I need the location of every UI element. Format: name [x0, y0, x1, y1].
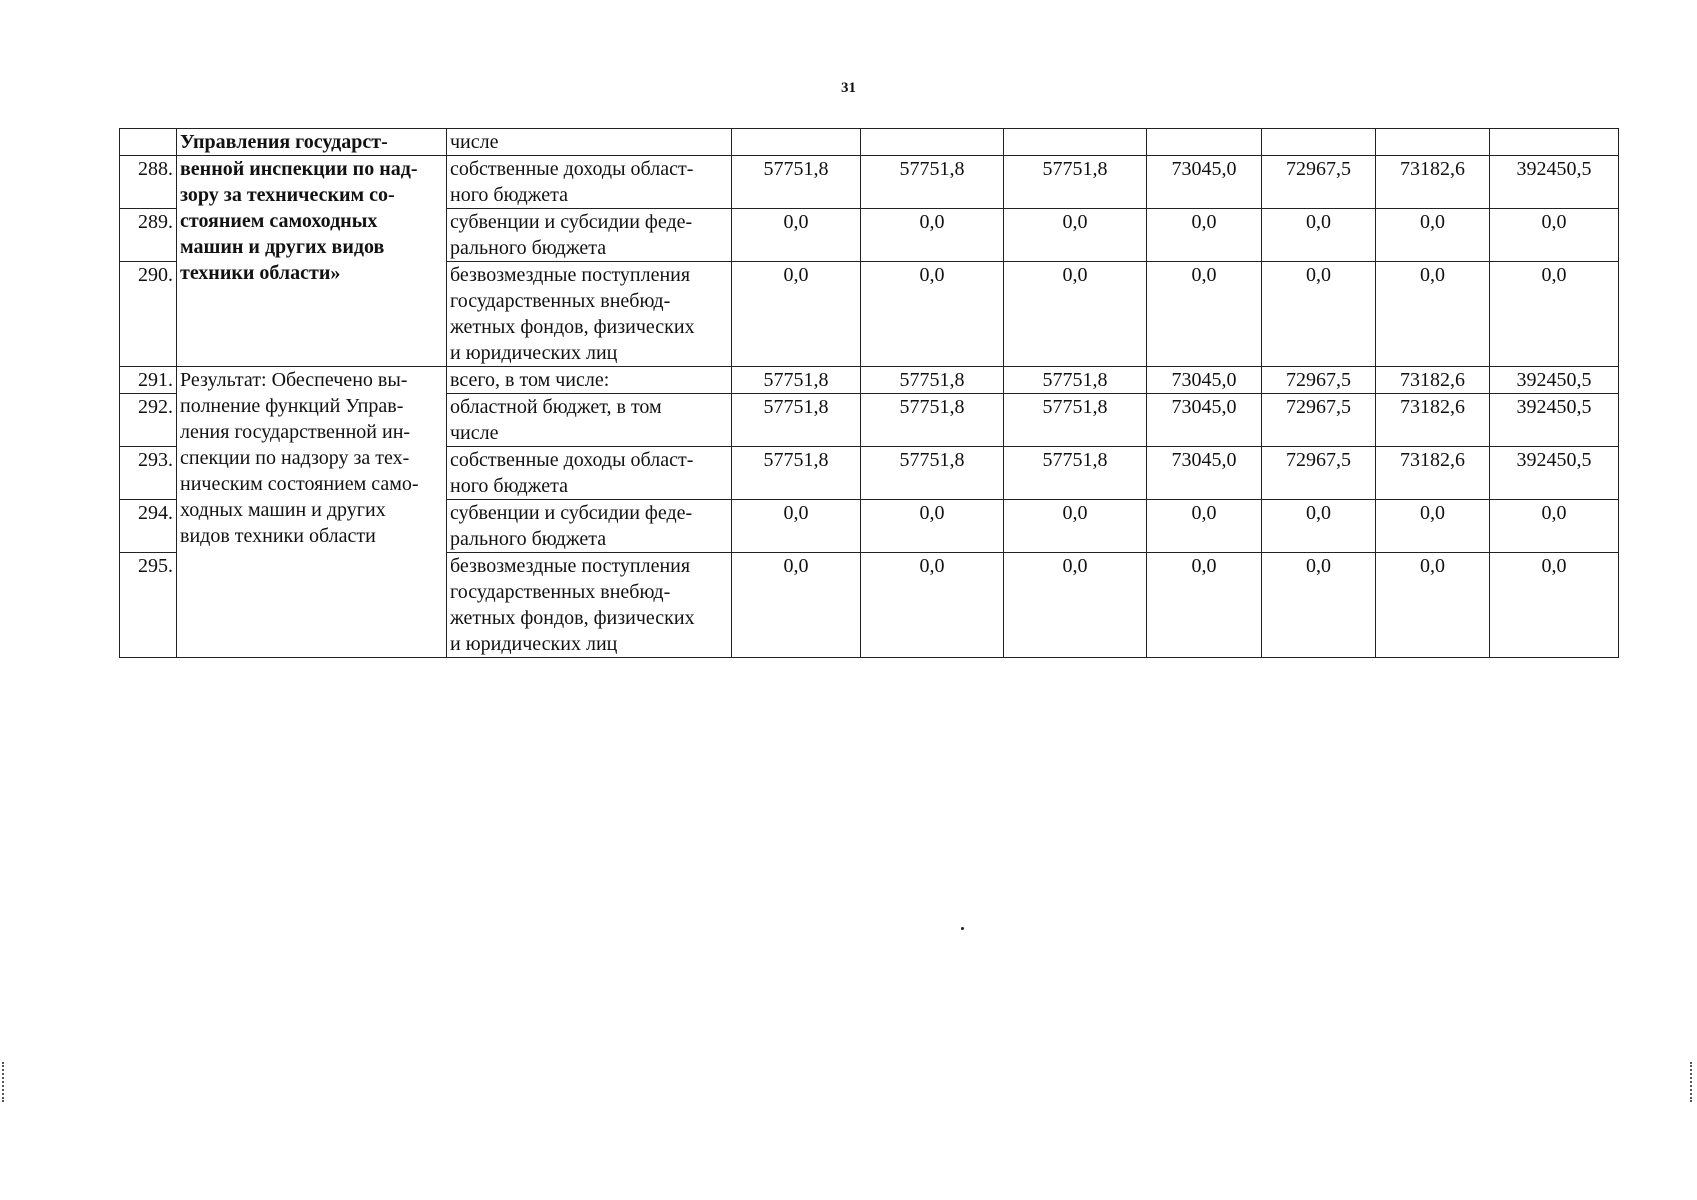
text-line: техники области» — [180, 262, 341, 284]
page-number: 31 — [841, 80, 856, 96]
row-number: 289. — [120, 209, 177, 262]
value-cell: 0,0 — [861, 500, 1004, 553]
value-cell: 0,0 — [861, 262, 1004, 367]
value-cell: 72967,5 — [1262, 367, 1376, 394]
value-cell: 57751,8 — [1004, 367, 1147, 394]
value-cell: 73182,6 — [1376, 447, 1490, 500]
text-line: венной инспекции по над- — [180, 158, 418, 180]
value-cell: 0,0 — [861, 209, 1004, 262]
text-line: ления государственной ин- — [180, 421, 411, 443]
text-line: стоянием самоходных — [180, 210, 378, 232]
row-number: 288. — [120, 156, 177, 209]
funding-source — [447, 209, 732, 262]
value-cell: 73045,0 — [1147, 156, 1262, 209]
row-number: 292. — [120, 394, 177, 447]
text-line: субвенции и субсидии феде- — [450, 211, 693, 233]
text-line: числе — [450, 131, 499, 153]
value-cell: 73182,6 — [1376, 367, 1490, 394]
text-line: полнение функций Управ- — [180, 395, 404, 417]
text-line: и юридических лиц — [450, 342, 618, 364]
text-line: государственных внебюд- — [450, 581, 671, 603]
value-cell: 0,0 — [1262, 500, 1376, 553]
text-line: областной бюджет, в том — [450, 396, 662, 418]
value-cell: 57751,8 — [1004, 156, 1147, 209]
value-cell: 57751,8 — [861, 156, 1004, 209]
value-cell: 392450,5 — [1490, 394, 1619, 447]
value-cell — [1262, 129, 1376, 156]
value-cell — [732, 129, 861, 156]
value-cell: 57751,8 — [861, 394, 1004, 447]
value-cell — [1004, 129, 1147, 156]
budget-table — [119, 128, 1619, 658]
value-cell: 392450,5 — [1490, 156, 1619, 209]
value-cell — [1147, 129, 1262, 156]
text-line: видов техники области — [180, 525, 376, 547]
funding-source — [447, 262, 732, 367]
text-line: жетных фондов, физических — [450, 607, 695, 629]
value-cell: 73045,0 — [1147, 367, 1262, 394]
funding-source — [447, 367, 732, 394]
row-number: 291. — [120, 367, 177, 394]
value-cell: 0,0 — [1490, 553, 1619, 658]
value-cell: 0,0 — [1147, 500, 1262, 553]
value-cell: 73182,6 — [1376, 394, 1490, 447]
value-cell: 0,0 — [1490, 500, 1619, 553]
text-line: спекции по надзору за тех- — [180, 447, 410, 469]
table-row — [120, 367, 1619, 394]
funding-source — [447, 500, 732, 553]
value-cell: 0,0 — [1490, 262, 1619, 367]
value-cell: 72967,5 — [1262, 394, 1376, 447]
row-number: 293. — [120, 447, 177, 500]
text-line: жетных фондов, физических — [450, 316, 695, 338]
value-cell: 0,0 — [1147, 262, 1262, 367]
value-cell: 0,0 — [1376, 262, 1490, 367]
value-cell: 57751,8 — [732, 156, 861, 209]
value-cell: 57751,8 — [861, 367, 1004, 394]
value-cell: 0,0 — [1262, 553, 1376, 658]
text-line: ного бюджета — [450, 184, 568, 206]
funding-source — [447, 156, 732, 209]
row-number-cell — [120, 129, 177, 156]
right-binding-marks — [1690, 1062, 1695, 1102]
left-binding-marks — [2, 1062, 7, 1102]
value-cell — [1490, 129, 1619, 156]
value-cell: 57751,8 — [1004, 447, 1147, 500]
text-line: рального бюджета — [450, 528, 607, 550]
value-cell: 0,0 — [732, 209, 861, 262]
text-line: всего, в том числе: — [450, 369, 610, 391]
text-line: ходных машин и других — [180, 499, 386, 521]
value-cell: 73182,6 — [1376, 156, 1490, 209]
value-cell: 72967,5 — [1262, 447, 1376, 500]
value-cell: 392450,5 — [1490, 367, 1619, 394]
table-row-continuation — [120, 129, 1619, 156]
text-line: безвозмездные поступления — [450, 264, 691, 286]
funding-source — [447, 447, 732, 500]
value-cell: 0,0 — [861, 553, 1004, 658]
text-line: собственные доходы област- — [450, 158, 694, 180]
value-cell: 57751,8 — [1004, 394, 1147, 447]
table-row — [120, 156, 1619, 209]
value-cell: 0,0 — [1147, 553, 1262, 658]
value-cell: 0,0 — [1004, 553, 1147, 658]
value-cell: 57751,8 — [732, 447, 861, 500]
value-cell: 57751,8 — [732, 367, 861, 394]
scan-speck — [961, 927, 964, 930]
indicator-name-cell — [177, 367, 447, 658]
text-line: и юридических лиц — [450, 633, 618, 655]
indicator-name-cell — [177, 156, 447, 367]
text-line: числе — [450, 422, 499, 444]
text-line: машин и других видов — [180, 236, 385, 258]
value-cell: 73045,0 — [1147, 447, 1262, 500]
text-line: собственные доходы област- — [450, 449, 694, 471]
value-cell: 0,0 — [1262, 262, 1376, 367]
value-cell: 72967,5 — [1262, 156, 1376, 209]
value-cell: 0,0 — [1147, 209, 1262, 262]
text-line: Результат: Обеспечено вы- — [180, 369, 408, 391]
text-line: ного бюджета — [450, 475, 568, 497]
funding-source — [447, 553, 732, 658]
text-line: зору за техническим со- — [180, 184, 395, 206]
source-cell — [447, 129, 732, 156]
value-cell: 57751,8 — [861, 447, 1004, 500]
text-line: рального бюджета — [450, 237, 607, 259]
row-number: 295. — [120, 553, 177, 658]
value-cell: 0,0 — [1376, 209, 1490, 262]
text-line: Управления государст- — [180, 131, 388, 153]
value-cell: 57751,8 — [732, 394, 861, 447]
value-cell: 0,0 — [1376, 500, 1490, 553]
name-cell — [177, 129, 447, 156]
value-cell — [1376, 129, 1490, 156]
value-cell: 0,0 — [732, 553, 861, 658]
value-cell: 73045,0 — [1147, 394, 1262, 447]
value-cell: 0,0 — [1004, 500, 1147, 553]
funding-source — [447, 394, 732, 447]
value-cell: 0,0 — [1376, 553, 1490, 658]
value-cell: 392450,5 — [1490, 447, 1619, 500]
value-cell: 0,0 — [1004, 209, 1147, 262]
row-number: 294. — [120, 500, 177, 553]
value-cell: 0,0 — [1004, 262, 1147, 367]
value-cell: 0,0 — [732, 262, 861, 367]
value-cell — [861, 129, 1004, 156]
value-cell: 0,0 — [1262, 209, 1376, 262]
row-number: 290. — [120, 262, 177, 367]
text-line: государственных внебюд- — [450, 290, 671, 312]
text-line: ническим состоянием само- — [180, 473, 419, 495]
text-line: субвенции и субсидии феде- — [450, 502, 693, 524]
value-cell: 0,0 — [1490, 209, 1619, 262]
text-line: безвозмездные поступления — [450, 555, 691, 577]
value-cell: 0,0 — [732, 500, 861, 553]
